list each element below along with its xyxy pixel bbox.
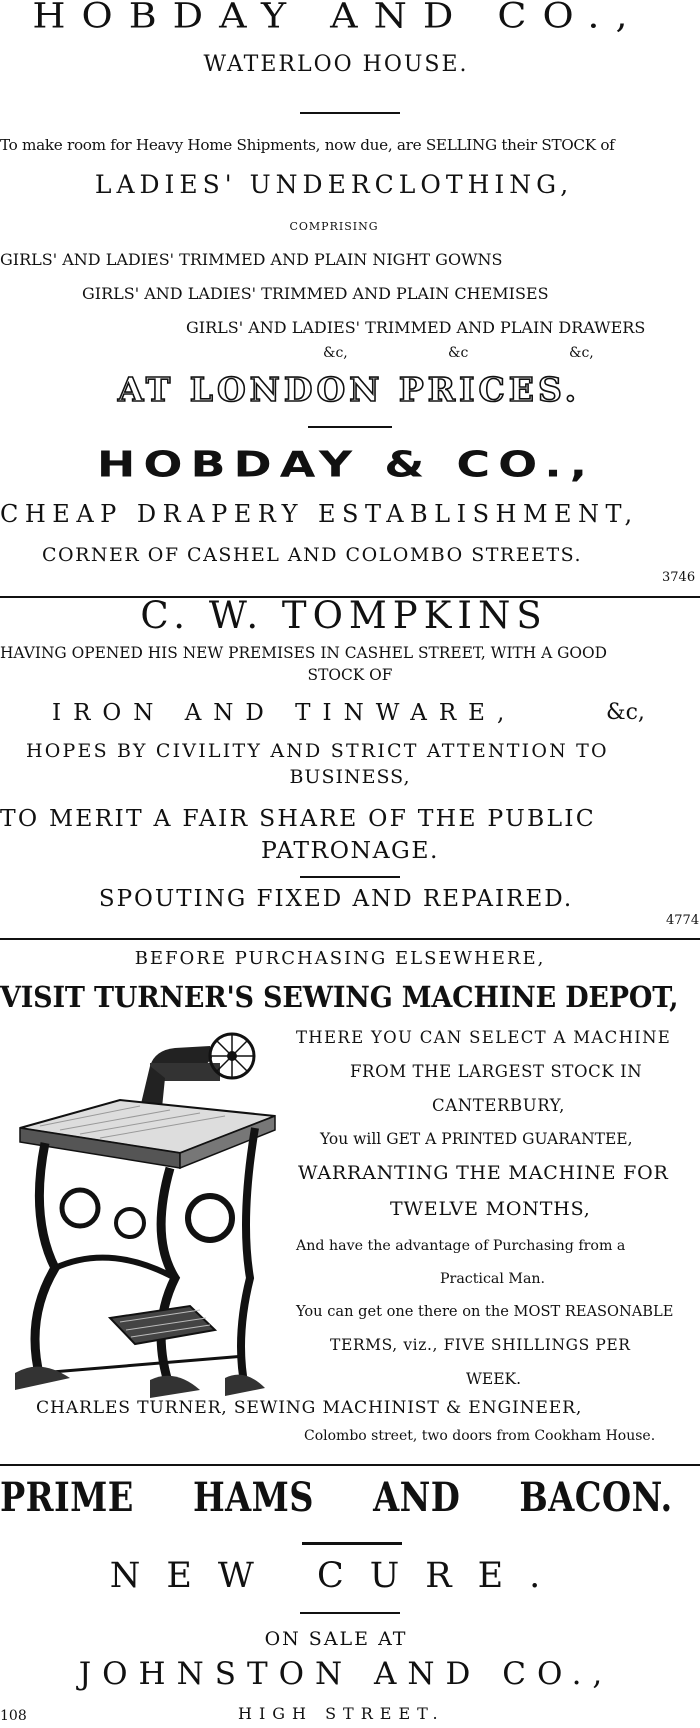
ad2-reference-number: 4774 — [666, 913, 700, 928]
ad3-before-purchasing: BEFORE PURCHASING ELSEWHERE, — [134, 948, 546, 969]
ad2-hopes-line-2: BUSINESS, — [289, 766, 411, 788]
ad3-text-8: Practical Man. — [440, 1271, 546, 1287]
ad3-text-5: WARRANTING THE MACHINE FOR — [298, 1162, 669, 1184]
page-number: 108 — [0, 1708, 27, 1724]
ad1-comprising: COMPRISING — [289, 220, 379, 233]
sewing-machine-illustration — [0, 1018, 290, 1403]
ad3-location: Colombo street, two doors from Cookham House. — [304, 1428, 656, 1444]
ad3-text-1: THERE YOU CAN SELECT A MACHINE — [296, 1028, 672, 1047]
ad3-headline: VISIT TURNER'S SEWING MACHINE DEPOT, — [0, 980, 679, 1014]
ad2-name: C. W. TOMPKINS — [140, 594, 548, 637]
ad1-etc-1: &c, — [323, 345, 348, 361]
ad1-intro: To make room for Heavy Home Shipments, now due, are SELLING their STOCK of — [0, 136, 615, 154]
ad4-new-cure: NEW CURE. — [109, 1556, 567, 1596]
ad1-nightgowns-line: GIRLS' AND LADIES' TRIMMED AND PLAIN NIGHT GOWNS — [0, 250, 503, 269]
section-divider — [0, 938, 700, 940]
ad2-hopes-line-1: HOPES BY CIVILITY AND STRICT ATTENTION TO — [26, 740, 609, 762]
ad2-iron-etc: &c, — [606, 700, 645, 725]
ad3-proprietor: CHARLES TURNER, SEWING MACHINIST & ENGINEER, — [36, 1398, 583, 1418]
ad2-opened-line-1: HAVING OPENED HIS NEW PREMISES IN CASHEL STREET, WITH A GOOD — [0, 644, 607, 662]
ad1-firm-big: HOBDAY & CO., — [96, 442, 596, 486]
ad3-text-3: CANTERBURY, — [432, 1096, 566, 1115]
ad1-reference-number: 3746 — [662, 570, 696, 585]
ad2-merit-line-2: PATRONAGE. — [261, 836, 439, 864]
divider — [302, 1542, 402, 1545]
ad3-text-11: WEEK. — [466, 1370, 522, 1388]
ad3-text-4: You will GET A PRINTED GUARANTEE, — [320, 1130, 633, 1148]
ad3-text-10: TERMS, viz., FIVE SHILLINGS PER — [330, 1336, 631, 1354]
ad3-text-7: And have the advantage of Purchasing from a — [296, 1238, 626, 1254]
divider — [300, 112, 400, 114]
ad2-spouting: SPOUTING FIXED AND REPAIRED. — [98, 886, 574, 912]
ad3-text-6: TWELVE MONTHS, — [390, 1198, 591, 1220]
ad2-merit-line-1: TO MERIT A FAIR SHARE OF THE PUBLIC — [0, 804, 596, 832]
divider — [300, 1612, 400, 1614]
ad1-chemises-line: GIRLS' AND LADIES' TRIMMED AND PLAIN CHEMISES — [82, 284, 549, 303]
ad3-text-2: FROM THE LARGEST STOCK IN — [350, 1062, 643, 1081]
ad1-firm-heading: HOBDAY AND CO., — [32, 0, 644, 36]
ad1-drawers-line: GIRLS' AND LADIES' TRIMMED AND PLAIN DRAWERS — [186, 318, 646, 337]
ad1-etc-3: &c, — [569, 345, 594, 361]
ad1-goods-heading: LADIES' UNDERCLOTHING, — [94, 170, 574, 199]
ad1-london-prices: AT LONDON PRICES. — [117, 370, 581, 409]
ad1-house-name: WATERLOO HOUSE. — [203, 52, 469, 77]
ad4-headline: PRIME HAMS AND BACON. — [0, 1474, 673, 1521]
ad2-opened-line-2: STOCK OF — [307, 666, 393, 684]
ad4-firm: JOHNSTON AND CO., — [78, 1656, 614, 1692]
ad4-street: HIGH STREET. — [238, 1704, 445, 1723]
ad3-text-9: You can get one there on the MOST REASONABLE — [296, 1303, 674, 1320]
divider — [308, 426, 392, 428]
divider — [300, 876, 400, 878]
ad4-on-sale: ON SALE AT — [264, 1628, 408, 1650]
section-divider — [0, 1464, 700, 1466]
ad2-iron-tinware: IRON AND TINWARE, — [52, 700, 517, 726]
ad1-address: CORNER OF CASHEL AND COLOMBO STREETS. — [42, 544, 583, 566]
ad1-establishment: CHEAP DRAPERY ESTABLISHMENT, — [0, 500, 639, 528]
ad1-etc-2: &c — [448, 345, 469, 361]
